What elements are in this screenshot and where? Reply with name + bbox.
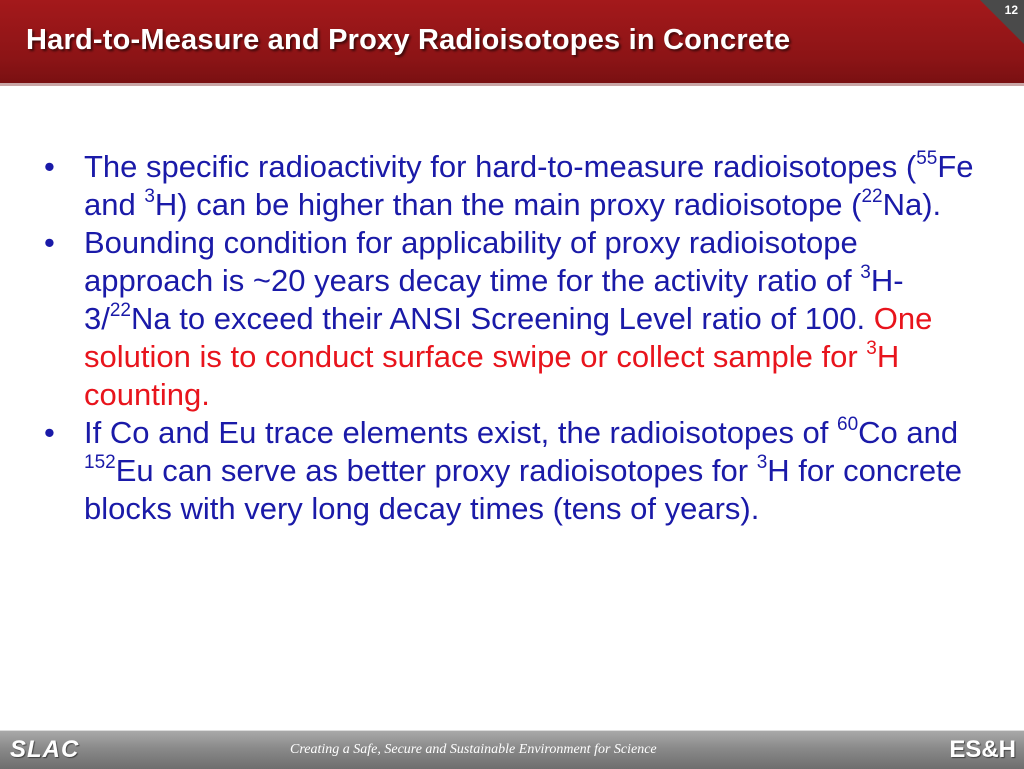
bullet-2-highlight-1: One solution is to conduct surface swipe or collect sample for	[84, 301, 933, 374]
slide-body	[42, 148, 982, 528]
bullet-item-1	[42, 148, 982, 224]
bullet-1-text-1: The specific radioactivity for hard-to-measure radioisotopes (	[84, 149, 917, 184]
bullet-3-text-3: Eu can serve as better proxy radioisotopes for	[115, 453, 757, 488]
slide-number: 12	[1004, 3, 1018, 17]
bullet-1-text-3: H) can be higher than the main proxy radioisotope (	[154, 187, 862, 222]
bullet-3-text-4: H for concrete blocks with very long decay times (tens of years).	[84, 453, 962, 526]
footer-bar	[0, 730, 1024, 769]
bullet-1-text-2: Fe and	[84, 149, 974, 222]
slide-title: Hard-to-Measure and Proxy Radioisotopes in Concrete	[26, 24, 791, 56]
bullet-3-sup-1: 60	[837, 414, 859, 435]
slac-logo: SLAC	[10, 736, 80, 763]
esh-logo: ES&H	[949, 736, 1016, 763]
bullet-2-sup-2: 22	[109, 300, 131, 321]
bullet-item-2	[42, 224, 982, 414]
bullet-1-sup-1: 55	[916, 148, 938, 169]
bullet-1-sup-2: 3	[144, 186, 155, 207]
title-bar	[0, 0, 1024, 86]
bullet-item-3	[42, 414, 982, 528]
bullet-3-text-2: Co and	[858, 415, 959, 450]
bullet-2-highlight-sup: 3	[866, 338, 877, 359]
bullet-1-sup-3: 22	[861, 186, 883, 207]
bullet-2-text-2: H-3/	[84, 263, 904, 336]
bullet-list	[42, 148, 982, 528]
bullet-2-highlight-2: H counting.	[84, 339, 900, 412]
bullet-3-text-1: If Co and Eu trace elements exist, the radioisotopes of	[84, 415, 838, 450]
bullet-3-sup-2: 152	[84, 452, 116, 473]
bullet-2-text-3: Na to exceed their ANSI Screening Level ratio of 100.	[131, 301, 874, 336]
bullet-2-text-1: Bounding condition for applicability of proxy radioisotope approach is ~20 years decay time for the activity ratio of	[84, 225, 861, 298]
bullet-3-sup-3: 3	[756, 452, 768, 473]
footer-tagline: Creating a Safe, Secure and Sustainable Environment for Science	[290, 742, 657, 757]
bullet-1-text-4: Na).	[882, 187, 942, 222]
bullet-2-sup-1: 3	[860, 262, 871, 283]
